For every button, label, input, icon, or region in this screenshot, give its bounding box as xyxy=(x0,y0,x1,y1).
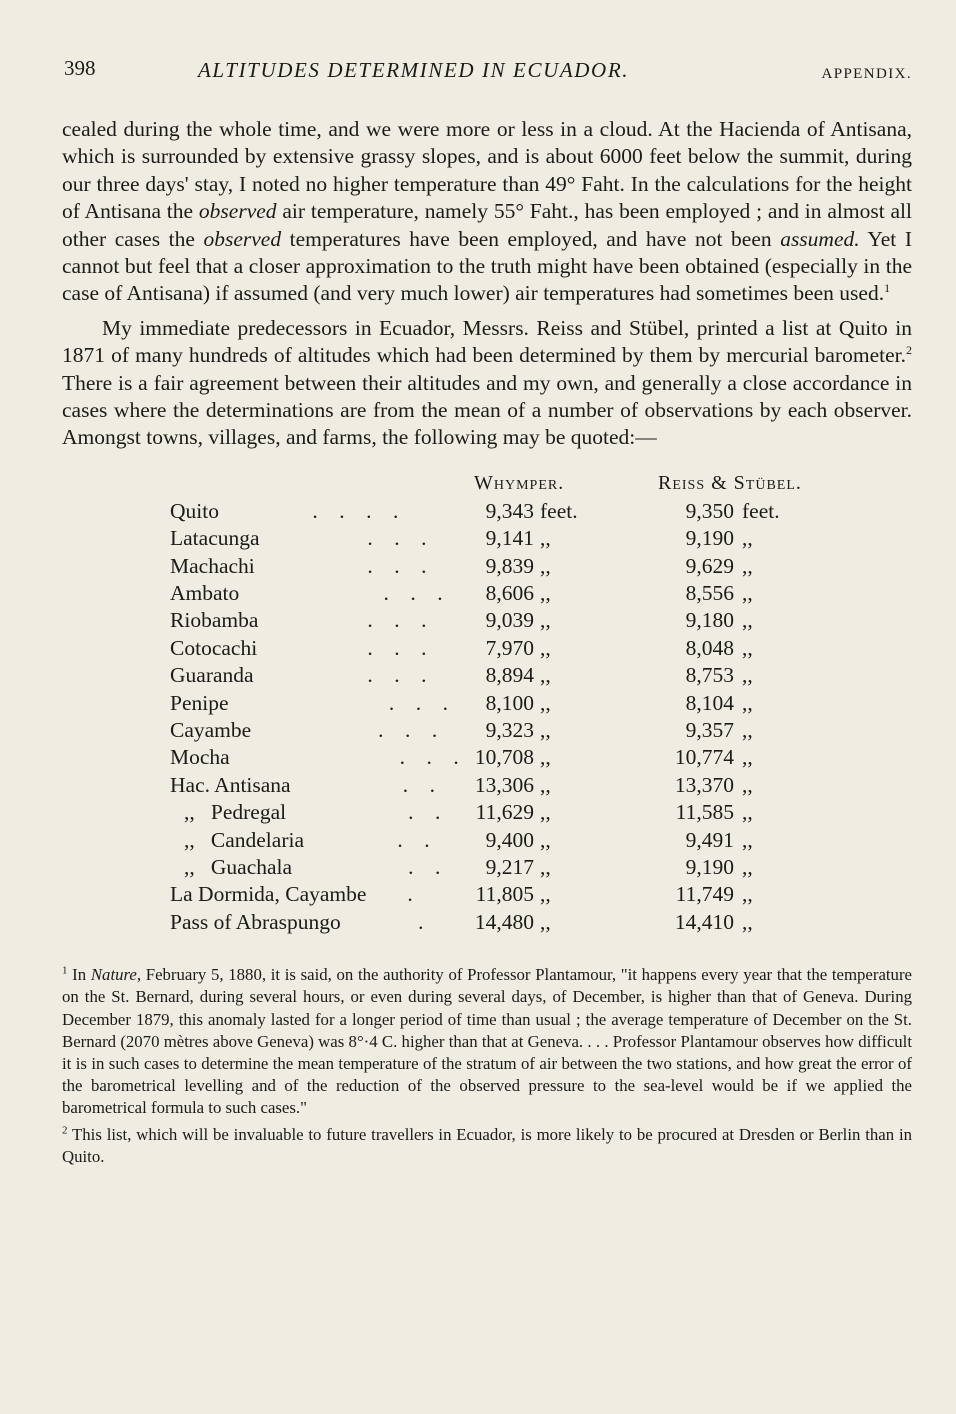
paragraph-1-text-d: Yet I cannot but feel that a closer approximation to the truth might have been obtained (especially in the case of Antisana) if assumed (and very much lower) air temperatures had sometimes been used. xyxy=(62,226,912,306)
place-name: Ambato xyxy=(170,581,240,606)
leader-dots: . . . xyxy=(362,663,427,688)
reiss-stubel-unit: ,, xyxy=(742,663,753,688)
whymper-altitude: 11,629 xyxy=(475,800,534,825)
place-name: Latacunga xyxy=(170,526,260,551)
whymper-unit: ,, xyxy=(540,635,551,660)
footnotes xyxy=(62,964,912,1168)
leader-dots: . . . . xyxy=(307,498,399,523)
whymper-altitude: 9,039 xyxy=(485,608,534,633)
table-row xyxy=(62,799,912,826)
paragraph-1-emphasis-2: observed xyxy=(203,226,282,251)
page-number: 398 xyxy=(64,56,96,80)
whymper-altitude: 9,343 xyxy=(485,498,534,523)
whymper-unit: ,, xyxy=(540,827,551,852)
footnote-1 xyxy=(62,964,912,1119)
table-row xyxy=(62,662,912,689)
table-row xyxy=(62,854,912,881)
whymper-altitude: 8,894 xyxy=(485,663,534,688)
reiss-stubel-unit: ,, xyxy=(742,553,753,578)
table-row xyxy=(62,607,912,634)
reiss-stubel-unit: ,, xyxy=(742,581,753,606)
footnote-2-mark: 2 xyxy=(62,1123,68,1136)
place-name: Cotocachi xyxy=(170,635,258,660)
whymper-unit: ,, xyxy=(540,553,551,578)
place-name: ,, Pedregal xyxy=(184,800,287,825)
place-name: Penipe xyxy=(170,690,229,715)
table-row xyxy=(62,525,912,552)
whymper-altitude: 10,708 xyxy=(474,745,534,770)
place-name: Pass of Abraspungo xyxy=(170,909,341,934)
place-name: Mocha xyxy=(170,745,230,770)
footnote-1-text-b: , February 5, 1880, it is said, on the authority of Professor Plantamour, "it happens every year that the temperature on the St. Bernard, during several hours, or even during several days, of December, is higher than that of Geneva. During December 1879, this anomaly lasted for a longer period of time than usual ; the average temperature of December on the St. Bernard (2070 mètres above Geneva) was 8°·4 C. higher than that at Geneva. . . . Professor Plantamour observes how difficult it is in such cases to determine the mean temperature of the stratum of air between the two stations, and how great the error of the barometrical levelling and of the reduction of the observed pressure to the sea-level would be if we applied the barometrical formula to such cases." xyxy=(62,965,912,1118)
whymper-unit: ,, xyxy=(540,608,551,633)
place-name: ,, Guachala xyxy=(184,854,293,879)
leader-dots: . . . xyxy=(362,608,427,633)
whymper-altitude: 14,480 xyxy=(474,909,534,934)
reiss-stubel-unit: ,, xyxy=(742,909,753,934)
leader-dots: . xyxy=(402,909,424,934)
leader-dots: . . . xyxy=(362,526,427,551)
running-title: ALTITUDES DETERMINED IN ECUADOR. xyxy=(198,58,630,82)
whymper-unit: ,, xyxy=(540,772,551,797)
whymper-unit: ,, xyxy=(540,854,551,879)
paragraph-1-text-c: temperatures have been employed, and have not been xyxy=(281,226,781,251)
reiss-stubel-altitude: 9,491 xyxy=(685,827,734,852)
leader-dots: . . xyxy=(392,800,441,825)
reiss-stubel-unit: ,, xyxy=(742,718,753,742)
paragraph-1-emphasis-3: assumed. xyxy=(780,226,860,251)
place-name: Guaranda xyxy=(170,663,254,688)
whymper-unit: ,, xyxy=(540,718,551,742)
reiss-stubel-unit: ,, xyxy=(742,526,753,551)
page-header xyxy=(62,52,912,98)
footnote-ref-1[interactable]: 1 xyxy=(884,281,891,296)
table-row xyxy=(62,827,912,854)
whymper-unit: ,, xyxy=(540,663,551,688)
reiss-stubel-unit: ,, xyxy=(742,745,753,770)
footnote-1-mark: 1 xyxy=(62,964,68,977)
reiss-stubel-unit: ,, xyxy=(742,608,753,633)
section-label: APPENDIX. xyxy=(821,66,912,82)
place-name: Cayambe xyxy=(170,718,252,742)
whymper-unit: ,, xyxy=(540,581,551,606)
reiss-stubel-unit: ,, xyxy=(742,690,753,715)
leader-dots: . . . xyxy=(362,581,443,606)
reiss-stubel-altitude: 8,048 xyxy=(685,635,734,660)
reiss-stubel-altitude: 9,180 xyxy=(685,608,734,633)
body-text xyxy=(62,116,912,452)
reiss-stubel-altitude: 8,556 xyxy=(685,581,734,606)
whymper-altitude: 9,400 xyxy=(485,827,534,852)
reiss-stubel-altitude: 14,410 xyxy=(674,909,734,934)
reiss-stubel-altitude: 9,357 xyxy=(685,718,734,742)
whymper-unit: ,, xyxy=(540,800,551,825)
place-name: La Dormida, Cayambe xyxy=(170,882,367,907)
leader-dots: . . . xyxy=(362,745,459,770)
whymper-unit: ,, xyxy=(540,690,551,715)
paragraph-2-text-b: There is a fair agreement between their altitudes and my own, and generally a close accordance in cases where the determinations are from the mean of a number of observations by each observer. Amongst towns, villages, and farms, the following may be quoted:— xyxy=(62,370,912,450)
reiss-stubel-unit: ,, xyxy=(742,854,753,879)
altitude-table xyxy=(62,470,912,936)
reiss-stubel-altitude: 13,370 xyxy=(674,772,734,797)
whymper-unit: ,, xyxy=(540,526,551,551)
whymper-unit: feet. xyxy=(540,498,578,523)
reiss-stubel-unit: feet. xyxy=(742,498,780,523)
table-body xyxy=(62,498,912,936)
reiss-stubel-unit: ,, xyxy=(742,882,753,907)
whymper-altitude: 9,217 xyxy=(485,854,534,879)
reiss-stubel-altitude: 9,350 xyxy=(685,498,734,523)
footnote-1-text-a: In xyxy=(67,965,91,985)
leader-dots: . . xyxy=(392,827,430,852)
paragraph-2 xyxy=(62,315,912,452)
leader-dots: . . xyxy=(392,854,441,879)
place-name: Riobamba xyxy=(170,608,259,633)
leader-dots: . . . xyxy=(362,553,427,578)
whymper-altitude: 11,805 xyxy=(475,882,534,907)
whymper-altitude: 8,606 xyxy=(485,581,534,606)
reiss-stubel-altitude: 8,753 xyxy=(685,663,734,688)
table-row xyxy=(62,772,912,799)
place-name: Hac. Antisana xyxy=(170,772,291,797)
whymper-altitude: 13,306 xyxy=(474,772,534,797)
reiss-stubel-altitude: 8,104 xyxy=(685,690,734,715)
leader-dots: . . . xyxy=(362,635,427,660)
paragraph-2-text-a: My immediate predecessors in Ecuador, Messrs. Reiss and Stübel, printed a list at Quito in 1871 of many hundreds of altitudes which had been determined by them by mercurial barometer. xyxy=(62,315,912,368)
table-row xyxy=(62,881,912,908)
paragraph-1 xyxy=(62,116,912,308)
whymper-unit: ,, xyxy=(540,745,551,770)
table-row xyxy=(62,635,912,662)
leader-dots: . . . xyxy=(362,690,448,715)
whymper-altitude: 9,141 xyxy=(485,526,534,551)
leader-dots: . . xyxy=(392,772,435,797)
whymper-unit: ,, xyxy=(540,909,551,934)
reiss-stubel-altitude: 9,190 xyxy=(685,854,734,879)
footnote-1-emphasis: Nature xyxy=(90,965,137,985)
whymper-unit: ,, xyxy=(540,882,551,907)
footnote-2 xyxy=(62,1124,912,1168)
reiss-stubel-unit: ,, xyxy=(742,772,753,797)
place-name: ,, Candelaria xyxy=(184,827,304,852)
table-row xyxy=(62,553,912,580)
reiss-stubel-unit: ,, xyxy=(742,800,753,825)
footnote-2-text: This list, which will be invaluable to future travellers in Ecuador, is more likely to be procured at Dresden or Berlin than in Quito. xyxy=(62,1124,912,1166)
whymper-altitude: 7,970 xyxy=(485,635,534,660)
table-row xyxy=(62,498,912,525)
paragraph-1-text-b: air temperature, namely 55° Faht., has been employed ; and in almost all other cases the xyxy=(62,199,913,251)
reiss-stubel-unit: ,, xyxy=(742,827,753,852)
paragraph-1-emphasis-1: observed xyxy=(198,199,277,224)
reiss-stubel-altitude: 11,749 xyxy=(675,882,734,907)
place-name: Quito xyxy=(170,498,219,523)
leader-dots: . . . xyxy=(362,718,438,742)
table-row xyxy=(62,909,912,936)
place-name: Machachi xyxy=(170,553,255,578)
whymper-altitude: 9,323 xyxy=(485,718,534,742)
reiss-stubel-altitude: 9,190 xyxy=(685,526,734,551)
reiss-stubel-altitude: 11,585 xyxy=(675,800,734,825)
table-row xyxy=(62,580,912,607)
reiss-stubel-unit: ,, xyxy=(742,635,753,660)
column-header-whymper: Whymper. xyxy=(474,471,565,494)
table-row xyxy=(62,717,912,744)
table-row xyxy=(62,690,912,717)
reiss-stubel-altitude: 10,774 xyxy=(674,745,734,770)
footnote-ref-2[interactable]: 2 xyxy=(906,343,912,358)
table-header xyxy=(62,470,912,498)
leader-dots: . xyxy=(402,882,413,907)
whymper-altitude: 9,839 xyxy=(485,553,534,578)
reiss-stubel-altitude: 9,629 xyxy=(685,553,734,578)
whymper-altitude: 8,100 xyxy=(485,690,534,715)
table-row xyxy=(62,744,912,771)
column-header-reiss-stubel: Reiss & Stübel. xyxy=(658,471,802,494)
paragraph-1-text-a: cealed during the whole time, and we were more or less in a cloud. At the Hacienda of Antisana, which is surrounded by extensive grassy slopes, and is about 6000 feet below the summit, during our three days' stay, I noted no higher temperature than 49° Faht. In the calculations for the height of Antisana the xyxy=(62,117,912,224)
